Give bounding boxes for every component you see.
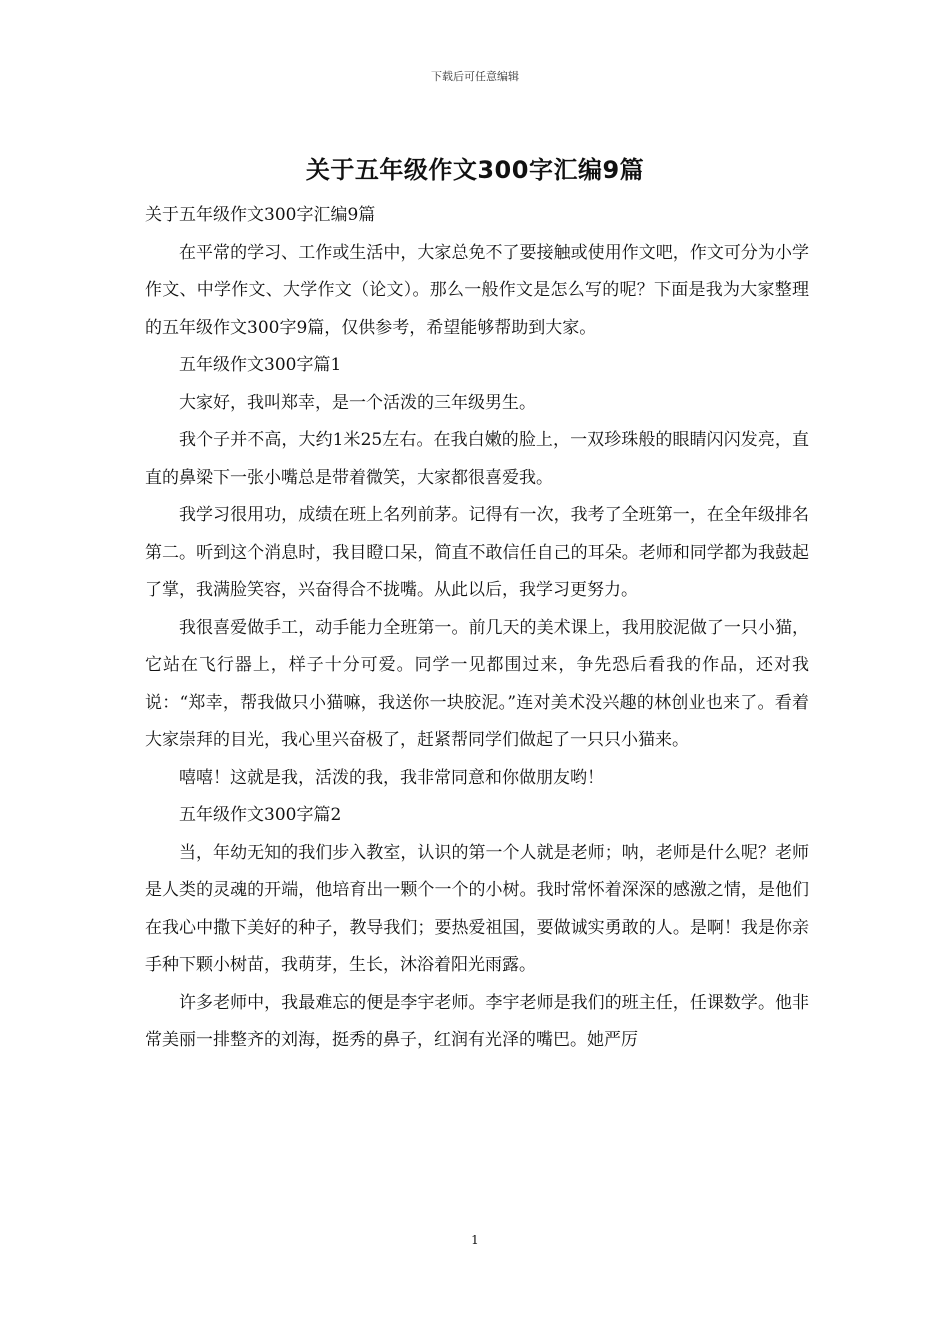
page-number: 1 bbox=[471, 1233, 479, 1247]
page-header-note: 下载后可任意编辑 bbox=[431, 70, 519, 83]
document-body bbox=[145, 197, 809, 1060]
section-heading-2: 五年级作文300字篇2 bbox=[179, 805, 342, 825]
body-paragraph: 我学习很用功，成绩在班上名列前茅。记得有一次，我考了全班第一，在全年级排名第二。听到这个消息时，我目瞪口呆，简直不敢信任自己的耳朵。老师和同学都为我鼓起了掌，我满脸笑容，兴奋得合不拢嘴。从此以后，我学习更努力。 bbox=[145, 505, 809, 600]
section-heading-1: 五年级作文300字篇1 bbox=[179, 355, 342, 375]
subtitle-paragraph: 关于五年级作文300字汇编9篇 bbox=[145, 205, 376, 225]
body-paragraph: 嘻嘻！这就是我，活泼的我，我非常同意和你做朋友哟！ bbox=[179, 767, 604, 788]
body-paragraph: 当，年幼无知的我们步入教室，认识的第一个人就是老师；呐，老师是什么呢？老师是人类的灵魂的开端，他培育出一颗个一个的小树。我时常怀着深深的感激之情，是他们在我心中撒下美好的种子，教导我们；要热爱祖国，要做诚实勇敢的人。是啊！我是你亲手种下颗小树苗，我萌芽，生长，沐浴着阳光雨露。 bbox=[145, 842, 809, 975]
body-paragraph: 大家好，我叫郑幸，是一个活泼的三年级男生。 bbox=[179, 392, 536, 413]
body-paragraph: 我个子并不高，大约1米25左右。在我白嫩的脸上，一双珍珠般的眼睛闪闪发亮，直直的鼻梁下一张小嘴总是带着微笑，大家都很喜爱我。 bbox=[145, 430, 809, 488]
document-title: 关于五年级作文300字汇编9篇 bbox=[305, 156, 645, 184]
intro-paragraph: 在平常的学习、工作或生活中，大家总免不了要接触或使用作文吧，作文可分为小学作文、中学作文、大学作文（论文）。那么一般作文是怎么写的呢？下面是我为大家整理的五年级作文300字9篇，仅供参考，希望能够帮助到大家。 bbox=[145, 242, 809, 338]
body-paragraph: 我很喜爱做手工，动手能力全班第一。前几天的美术课上，我用胶泥做了一只小猫，它站在飞行器上，样子十分可爱。同学一见都围过来，争先恐后看我的作品，还对我说：“郑幸，帮我做只小猫嘛，我送你一块胶泥。”连对美术没兴趣的林创业也来了。看着大家崇拜的目光，我心里兴奋极了，赶紧帮同学们做起了一只只小猫来。 bbox=[145, 617, 809, 750]
body-paragraph: 许多老师中，我最难忘的便是李宇老师。李宇老师是我们的班主任，任课数学。他非常美丽一排整齐的刘海，挺秀的鼻子，红润有光泽的嘴巴。她严厉 bbox=[145, 992, 809, 1050]
